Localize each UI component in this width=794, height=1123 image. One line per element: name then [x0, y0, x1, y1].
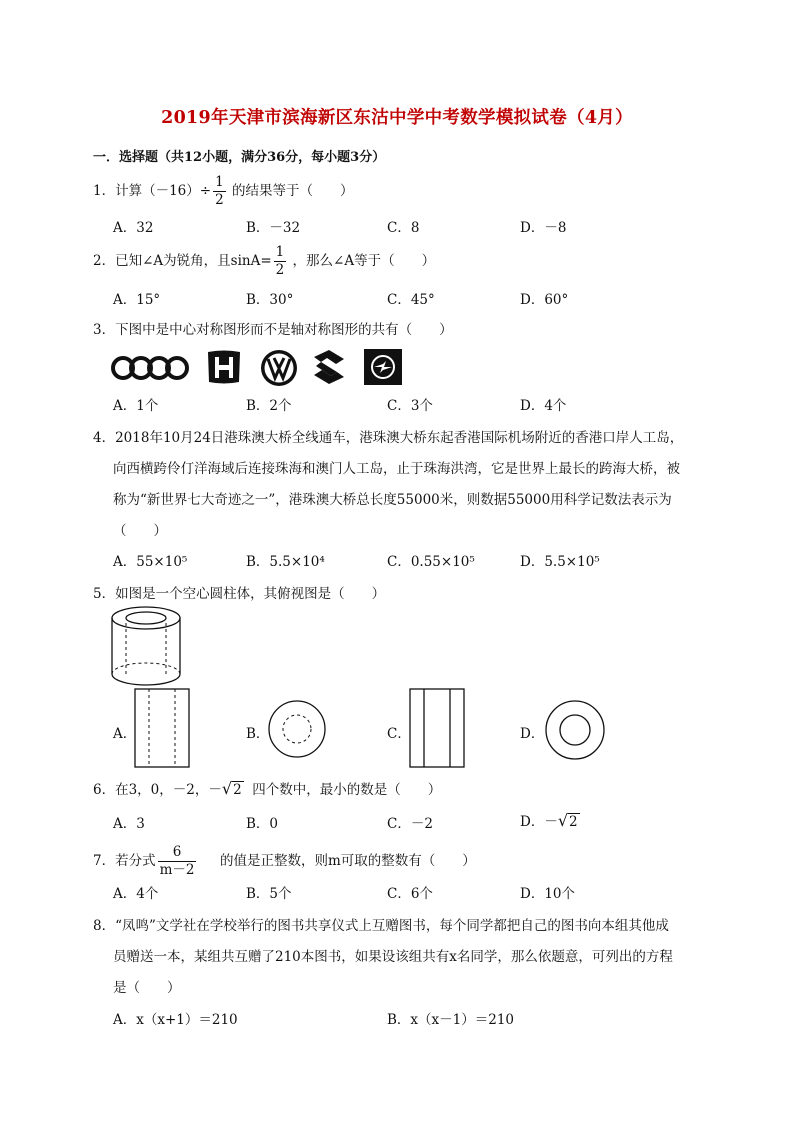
q7-option-c[interactable]: C．6个 [387, 886, 433, 902]
q1-numerator: 1 [215, 174, 224, 190]
q7-numerator: 6 [158, 844, 197, 862]
question-5 [93, 582, 385, 602]
question-6 [93, 778, 441, 798]
q2-tail: ，那么∠A等于（ ） [292, 253, 436, 269]
q8-line-1: 8．“凤鸣”文学社在学校举行的图书共享仪式上互赠图书，每个同学都把自己的图书向本组其他成 [93, 918, 669, 934]
q6-radicand: 2 [233, 782, 242, 798]
q6-option-d-label: D．－ [520, 814, 558, 830]
volkswagen-icon [260, 349, 298, 387]
q1-fraction [213, 174, 226, 209]
question-7 [93, 844, 476, 879]
q1-tail: 的结果等于（ ） [231, 183, 354, 199]
q3-option-d[interactable]: D．4个 [520, 398, 567, 414]
q1-option-d[interactable]: D．－8 [520, 220, 567, 236]
q5-figure-c [409, 688, 465, 768]
q1-option-a[interactable]: A．32 [113, 220, 154, 236]
suzuki-s-icon [312, 349, 346, 385]
q2-numerator: 1 [275, 244, 285, 260]
opel-icon [364, 349, 402, 385]
q1-denominator: 2 [215, 192, 224, 208]
q4-option-a[interactable]: A．55×10⁵ [113, 554, 188, 570]
q6-option-a[interactable]: A．3 [113, 816, 145, 832]
question-3 [93, 318, 453, 338]
q5-option-c[interactable]: C． [387, 726, 411, 742]
audi-rings-icon [110, 353, 192, 383]
q5-number: 5． [93, 586, 116, 602]
q1-number: 1． [93, 183, 116, 199]
q8-option-b[interactable]: B．x（x－1）＝210 [387, 1012, 515, 1028]
q7-stem: 7．若分式 [93, 853, 156, 869]
q6-tail: 四个数中，最小的数是（ ） [252, 782, 442, 798]
q4-line-3: 称为“新世界七大奇迹之一”，港珠澳大桥总长度55000米，则数据55000用科学记数法表示为 [113, 492, 672, 508]
q8-line-2: 员赠送一本，某组共互赠了210本图书，如果设该组共有x名同学，那么依题意，可列出的方程 [113, 949, 673, 965]
q5-figure-b [268, 700, 326, 758]
q2-option-c[interactable]: C．45° [387, 292, 435, 308]
q4-line-4: （ ） [113, 523, 167, 539]
q4-option-c[interactable]: C．0.55×10⁵ [387, 554, 475, 570]
q7-option-b[interactable]: B．5个 [246, 886, 292, 902]
q8-line-3: 是（ ） [113, 980, 181, 996]
q4-line-1: 4．2018年10月24日港珠澳大桥全线通车，港珠澳大桥东起香港国际机场附近的香港口岸人工岛， [93, 430, 684, 446]
q6-option-d-radicand: 2 [569, 814, 578, 830]
page-title: 2019年天津市滨海新区东沽中学中考数学模拟试卷（4月） [161, 108, 633, 128]
q1-option-c[interactable]: C．8 [387, 220, 420, 236]
q2-denominator: 2 [275, 262, 285, 278]
question-1 [93, 174, 353, 209]
q2-stem: 已知∠A为锐角，且sinA= [115, 253, 272, 269]
q3-option-c[interactable]: C．3个 [387, 398, 433, 414]
q5-stem: 如图是一个空心圆柱体，其俯视图是（ ） [115, 586, 386, 602]
q2-option-b[interactable]: B．30° [246, 292, 294, 308]
q2-fraction [274, 244, 287, 279]
sqrt-icon: √ [221, 779, 233, 798]
q4-line-2: 向西横跨伶仃洋海域后连接珠海和澳门人工岛，止于珠海洪湾，它是世界上最长的跨海大桥，被 [113, 461, 680, 477]
q4-option-b[interactable]: B．5.5×10⁴ [246, 554, 325, 570]
q2-option-a[interactable]: A．15° [113, 292, 161, 308]
q3-option-b[interactable]: B．2个 [246, 398, 292, 414]
q5-option-a[interactable]: A． [113, 726, 137, 742]
q6-stem: 6．在3，0，－2，－ [93, 782, 222, 798]
q7-fraction [158, 844, 197, 879]
q1-stem: 计算（－16）÷ [115, 183, 212, 199]
q5-figure-d [544, 700, 606, 760]
q5-figure-a [134, 688, 190, 768]
q7-denominator: m－2 [159, 862, 195, 878]
honda-h-icon [206, 349, 242, 385]
q5-option-b[interactable]: B． [246, 726, 270, 742]
section-heading: 一．选择题（共12小题，满分36分，每小题3分） [93, 150, 386, 165]
q5-option-d[interactable]: D． [520, 726, 545, 742]
hollow-cylinder-figure [108, 604, 184, 686]
q4-option-d[interactable]: D．5.5×10⁵ [520, 554, 600, 570]
q2-option-d[interactable]: D．60° [520, 292, 569, 308]
q8-option-a[interactable]: A．x（x+1）＝210 [113, 1012, 238, 1028]
q2-number: 2． [93, 253, 116, 269]
q6-option-b[interactable]: B．0 [246, 816, 279, 832]
q7-option-a[interactable]: A．4个 [113, 886, 159, 902]
sqrt-icon: √ [557, 811, 569, 830]
q3-number: 3． [93, 322, 116, 338]
q3-option-a[interactable]: A．1个 [113, 398, 159, 414]
question-2 [93, 244, 435, 279]
q3-stem: 下图中是中心对称图形而不是轴对称图形的共有（ ） [115, 322, 453, 338]
q1-option-b[interactable]: B．－32 [246, 220, 301, 236]
q6-option-d[interactable] [520, 810, 580, 830]
q7-option-d[interactable]: D．10个 [520, 886, 576, 902]
q6-option-c[interactable]: C．－2 [387, 816, 433, 832]
q7-tail: 的值是正整数，则m可取的整数有（ ） [219, 853, 476, 869]
